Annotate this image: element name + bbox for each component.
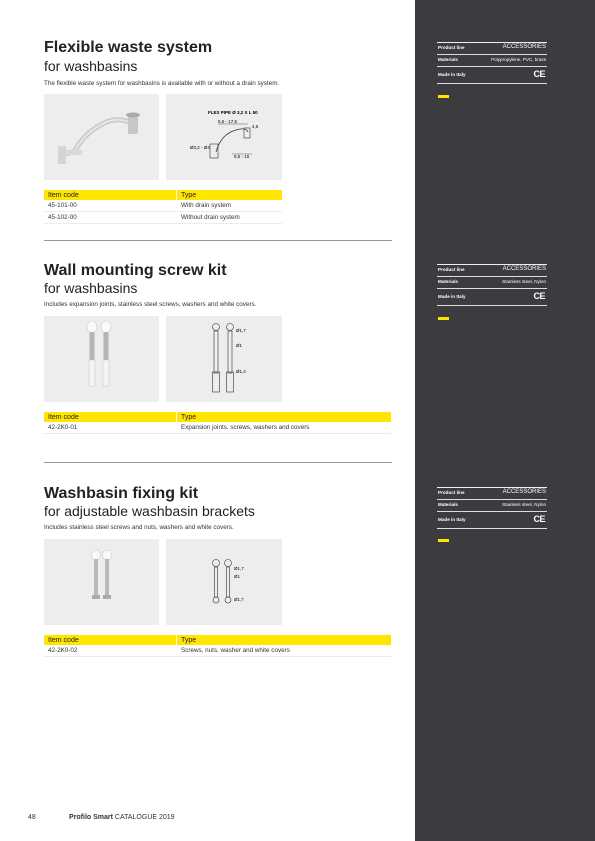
product-title: Wall mounting screw kit: [44, 262, 227, 279]
info-row-made-in: [437, 288, 547, 306]
accent-bar: [438, 95, 449, 98]
table-row: [44, 422, 391, 434]
accent-bar: [438, 317, 449, 320]
item-type: Expansion joints, screws, washers and covers: [177, 422, 392, 434]
footer-catalogue: [69, 814, 175, 821]
info-value: Stainless steel, Nylon: [502, 502, 546, 507]
drawing-label: Ø1: [236, 343, 243, 348]
product-photo: [44, 316, 159, 402]
info-row-product-line: [437, 42, 547, 54]
header-item-code: Item code: [44, 635, 177, 645]
info-value: ACCESSORIES: [502, 44, 546, 50]
section-divider: [44, 240, 392, 241]
ce-mark-icon: CE: [533, 514, 545, 524]
footer-brand: Profilo Smart: [69, 814, 113, 821]
info-row-made-in: [437, 511, 547, 529]
table-row: [44, 200, 282, 212]
item-type: Without drain system: [177, 212, 283, 224]
page-number: 48: [28, 814, 36, 821]
item-code: 45-101-00: [44, 200, 177, 212]
info-label: Made in Italy: [438, 294, 466, 299]
accent-bar: [438, 539, 449, 542]
item-type: Screws, nuts, washer and white covers: [177, 645, 392, 657]
ce-mark-icon: CE: [533, 291, 545, 301]
sidebar-panel: [415, 0, 595, 841]
header-type: Type: [177, 190, 283, 200]
product-subtitle: for washbasins: [44, 280, 138, 296]
product-info-panel: [437, 487, 547, 529]
product-info-panel: [437, 42, 547, 84]
product-title: Washbasin fixing kit: [44, 485, 199, 502]
info-value: ACCESSORIES: [502, 266, 546, 272]
product-description: Includes expansion joints, stainless steel screws, washers and white covers.: [44, 301, 257, 308]
header-type: Type: [177, 412, 392, 422]
product-description: Includes stainless steel screws and nuts, washers and white covers.: [44, 524, 234, 531]
product-photo: [44, 539, 159, 625]
info-value: Polypropylene, PVC, brass: [491, 57, 546, 62]
info-label: Materials: [438, 502, 458, 507]
product-subtitle: for washbasins: [44, 58, 138, 74]
header-item-code: Item code: [44, 190, 177, 200]
drawing-label: FLEX PIPE Ø 3,2 X L 50: [208, 110, 258, 115]
drawing-label: Ø1: [234, 574, 241, 579]
drawing-label: Ø1,4: [236, 369, 246, 374]
item-code: 42-2K0-02: [44, 645, 177, 657]
info-value: Stainless steel, Nylon: [502, 279, 546, 284]
info-row-product-line: [437, 264, 547, 276]
section-divider: [44, 462, 392, 463]
info-row-product-line: [437, 487, 547, 499]
technical-drawing: [166, 94, 282, 180]
product-title: Flexible waste system: [44, 39, 213, 56]
footer-catalogue-label: CATALOGUE 2019: [114, 814, 175, 821]
item-table: [44, 190, 282, 224]
header-type: Type: [177, 635, 392, 645]
info-label: Materials: [438, 279, 458, 284]
product-subtitle: for adjustable washbasin brackets: [44, 503, 255, 519]
technical-drawing: [166, 539, 282, 625]
ce-mark-icon: CE: [533, 69, 545, 79]
header-item-code: Item code: [44, 412, 177, 422]
info-label: Materials: [438, 57, 458, 62]
info-row-materials: [437, 276, 547, 288]
drawing-label: Ø3,2 - Ø4: [190, 145, 210, 150]
product-description: The flexible waste system for washbasins is available with or without a drain system.: [44, 80, 280, 87]
item-table: [44, 635, 391, 657]
drawing-label: Ø1,7: [234, 566, 244, 571]
drawing-label: 8,5 - 15: [234, 154, 250, 159]
drawing-label: 4,5: [252, 124, 259, 129]
info-row-materials: [437, 54, 547, 66]
info-label: Product line: [438, 267, 465, 272]
item-type: With drain system: [177, 200, 283, 212]
product-info-panel: [437, 264, 547, 306]
table-row: [44, 212, 282, 224]
item-code: 42-2K0-01: [44, 422, 177, 434]
info-label: Made in Italy: [438, 72, 466, 77]
table-row: [44, 645, 391, 657]
info-label: Product line: [438, 45, 465, 50]
item-table: [44, 412, 391, 434]
item-code: 45-102-00: [44, 212, 177, 224]
info-row-made-in: [437, 66, 547, 84]
product-photo: [44, 94, 159, 180]
info-label: Made in Italy: [438, 517, 466, 522]
drawing-label: Ø1,7: [236, 328, 246, 333]
info-value: ACCESSORIES: [502, 489, 546, 495]
technical-drawing: [166, 316, 282, 402]
info-row-materials: [437, 499, 547, 511]
drawing-label: 5,5 - 17,5: [218, 119, 238, 124]
info-label: Product line: [438, 490, 465, 495]
drawing-label: Ø1,7: [234, 597, 244, 602]
